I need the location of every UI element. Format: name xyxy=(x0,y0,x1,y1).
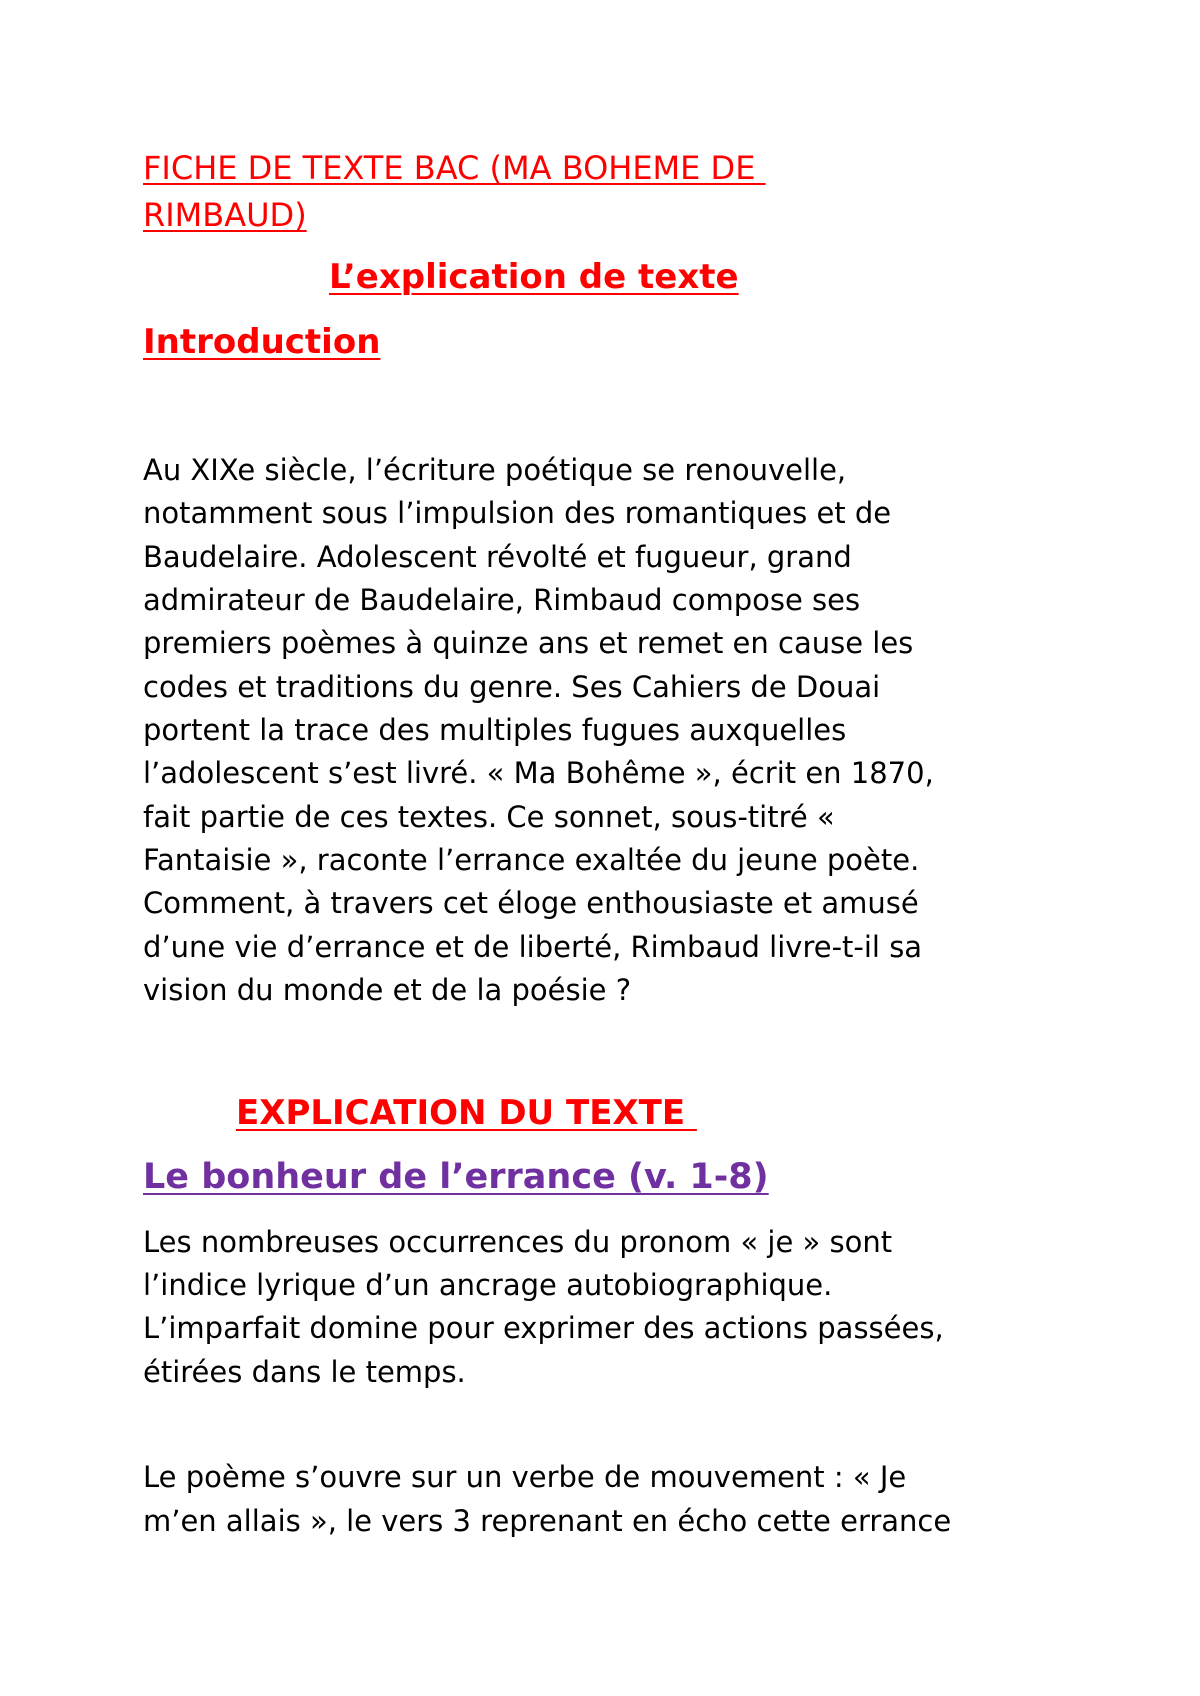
introduction-heading: Introduction xyxy=(143,322,381,362)
introduction-line: l’adolescent s’est livré. « Ma Bohême », écrit en 1870, xyxy=(143,756,934,790)
explication-du-texte-heading: EXPLICATION DU TEXTE xyxy=(236,1093,697,1133)
introduction-line: vision du monde et de la poésie ? xyxy=(143,973,632,1007)
introduction-line: notamment sous l’impulsion des romantiques et de xyxy=(143,496,892,530)
introduction-line: premiers poèmes à quinze ans et remet en cause les xyxy=(143,626,914,660)
introduction-line: Baudelaire. Adolescent révolté et fugueur, grand xyxy=(143,540,852,574)
document-title-line-2: RIMBAUD) xyxy=(143,196,307,234)
section-paragraph-line: Le poème s’ouvre sur un verbe de mouvement : « Je xyxy=(143,1460,907,1494)
section-paragraph-line: L’imparfait domine pour exprimer des actions passées, xyxy=(143,1311,944,1345)
section-paragraph-line: étirées dans le temps. xyxy=(143,1355,466,1389)
introduction-line: Au XIXe siècle, l’écriture poétique se renouvelle, xyxy=(143,453,847,487)
introduction-line: Comment, à travers cet éloge enthousiaste et amusé xyxy=(143,886,919,920)
document-title-line-1: FICHE DE TEXTE BAC (MA BOHEME DE xyxy=(143,149,766,187)
section-paragraph-line: l’indice lyrique d’un ancrage autobiographique. xyxy=(143,1268,833,1302)
section-paragraph-line: Les nombreuses occurrences du pronom « je » sont xyxy=(143,1225,893,1259)
introduction-line: portent la trace des multiples fugues auxquelles xyxy=(143,713,847,747)
introduction-line: admirateur de Baudelaire, Rimbaud compose ses xyxy=(143,583,861,617)
subtitle-explication-de-texte: L’explication de texte xyxy=(329,257,739,297)
section-paragraph-line: m’en allais », le vers 3 reprenant en écho cette errance xyxy=(143,1504,952,1538)
introduction-line: d’une vie d’errance et de liberté, Rimbaud livre-t-il sa xyxy=(143,930,923,964)
introduction-line: Fantaisie », raconte l’errance exaltée du jeune poète. xyxy=(143,843,920,877)
introduction-line: fait partie de ces textes. Ce sonnet, sous-titré « xyxy=(143,800,835,834)
section-heading-bonheur-errance: Le bonheur de l’errance (v. 1-8) xyxy=(143,1157,769,1197)
introduction-line: codes et traditions du genre. Ses Cahiers de Douai xyxy=(143,670,881,704)
